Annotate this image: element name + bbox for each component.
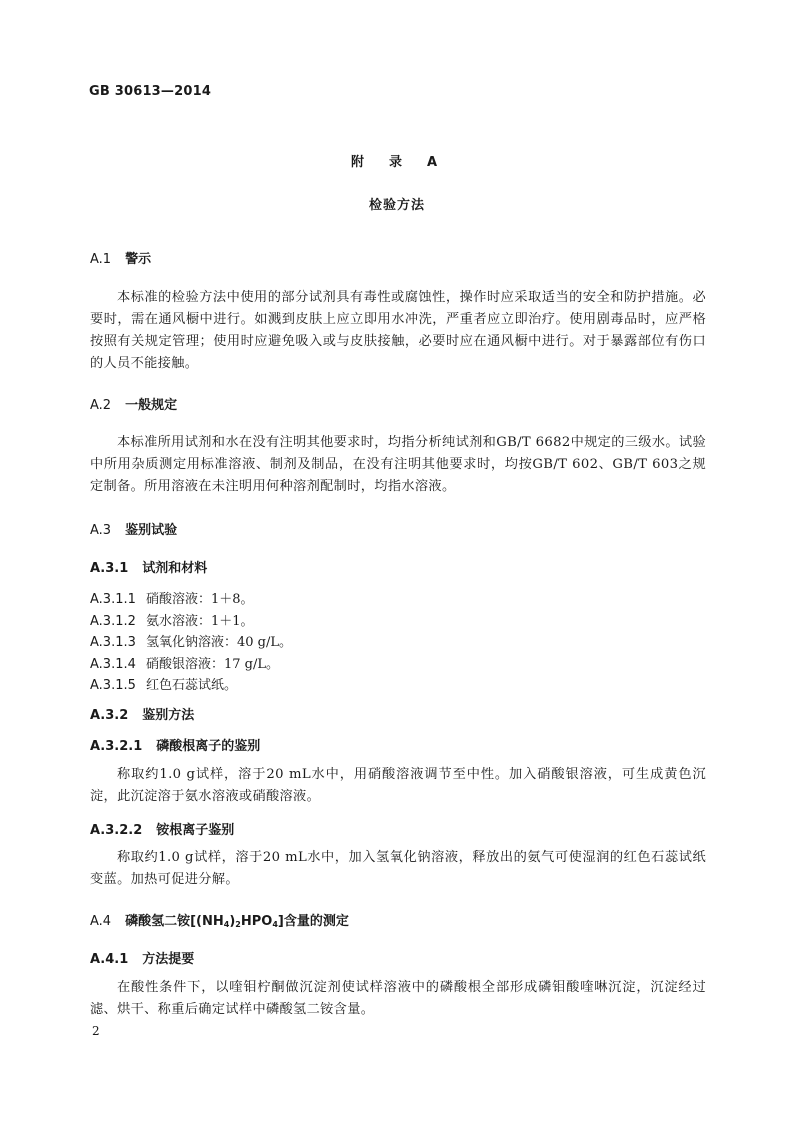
appendix-title: 附 录 A <box>350 155 444 170</box>
section-number: A.4 <box>90 914 112 929</box>
section-a321-heading <box>90 735 260 754</box>
item-text: 氢氧化钠溶液：40 g/L。 <box>146 635 293 650</box>
section-title: 鉴别试验 <box>125 523 178 538</box>
section-a31-heading <box>90 557 207 576</box>
reagent-item <box>90 610 254 629</box>
section-number: A.3.2.2 <box>90 823 143 838</box>
section-title: 方法提要 <box>142 952 195 967</box>
section-a41-heading <box>90 948 194 967</box>
item-text: 红色石蕊试纸。 <box>146 678 238 693</box>
standard-code: GB 30613—2014 <box>89 84 212 99</box>
item-number: A.3.1.2 <box>90 614 136 629</box>
section-a321-paragraph: 称取约1.0 g试样，溶于20 mL水中，用硝酸溶液调节至中性。加入硝酸银溶液，可生成黄色沉淀，此沉淀溶于氨水溶液或硝酸溶液。 <box>90 767 706 804</box>
item-text: 硝酸银溶液：17 g/L。 <box>146 657 280 672</box>
item-text: 硝酸溶液：1＋8。 <box>146 592 254 607</box>
appendix-subtitle: 检验方法 <box>368 198 425 213</box>
section-title: 试剂和材料 <box>142 561 208 576</box>
item-number: A.3.1.4 <box>90 657 136 672</box>
reagent-item <box>90 653 279 672</box>
section-number: A.3.2.1 <box>90 739 143 754</box>
section-a2-heading <box>90 394 177 413</box>
section-a1-heading <box>90 248 151 267</box>
reagent-item <box>90 631 292 650</box>
item-text: 氨水溶液：1＋1。 <box>146 614 254 629</box>
section-number: A.1 <box>90 252 112 267</box>
section-a2-paragraph: 本标准所用试剂和水在没有注明其他要求时，均指分析纯试剂和GB/T 6682中规定的三级水。试验中所用杂质测定用标准溶液、制剂及制品，在没有注明其他要求时，均按GB/T 602、GB/T 603之规定制备。所用溶液在未注明用何种溶剂配制时，均指水溶液。 <box>90 435 706 494</box>
section-number: A.2 <box>90 398 112 413</box>
reagent-item <box>90 674 237 693</box>
page-number: 2 <box>92 1024 100 1038</box>
section-number: A.3.2 <box>90 708 129 723</box>
item-number: A.3.1.1 <box>90 592 136 607</box>
section-number: A.4.1 <box>90 952 129 967</box>
section-title: 磷酸根离子的鉴别 <box>156 739 261 754</box>
section-title: 磷酸氢二铵$[(NH_4)_2HPO_4]$含量的测定 <box>125 914 349 929</box>
item-number: A.3.1.3 <box>90 635 136 650</box>
section-a322-paragraph: 称取约1.0 g试样，溶于20 mL水中，加入氢氧化钠溶液，释放出的氨气可使湿润的红色石蕊试纸变蓝。加热可促进分解。 <box>90 850 706 887</box>
section-title: 警示 <box>125 252 152 267</box>
section-a41-paragraph: 在酸性条件下，以喹钼柠酮做沉淀剂使试样溶液中的磷酸根全部形成磷钼酸喹啉沉淀，沉淀经过滤、烘干、称重后确定试样中磷酸氢二铵含量。 <box>90 980 706 1017</box>
section-a32-heading <box>90 704 194 723</box>
reagent-item <box>90 588 254 607</box>
section-title: 铵根离子鉴别 <box>156 823 235 838</box>
section-a3-heading <box>90 519 177 538</box>
section-a322-heading <box>90 819 234 838</box>
item-number: A.3.1.5 <box>90 678 136 693</box>
section-number: A.3.1 <box>90 561 129 576</box>
section-title: 一般规定 <box>125 398 178 413</box>
section-a1-paragraph: 本标准的检验方法中使用的部分试剂具有毒性或腐蚀性，操作时应采取适当的安全和防护措施。必要时，需在通风橱中进行。如溅到皮肤上应立即用水冲洗，严重者应立即治疗。使用剧毒品时，应严格按照有关规定管理；使用时应避免吸入或与皮肤接触，必要时应在通风橱中进行。对于暴露部位有伤口的人员不能接触。 <box>90 290 706 371</box>
section-a4-heading <box>90 910 349 929</box>
section-number: A.3 <box>90 523 112 538</box>
section-title: 鉴别方法 <box>142 708 195 723</box>
